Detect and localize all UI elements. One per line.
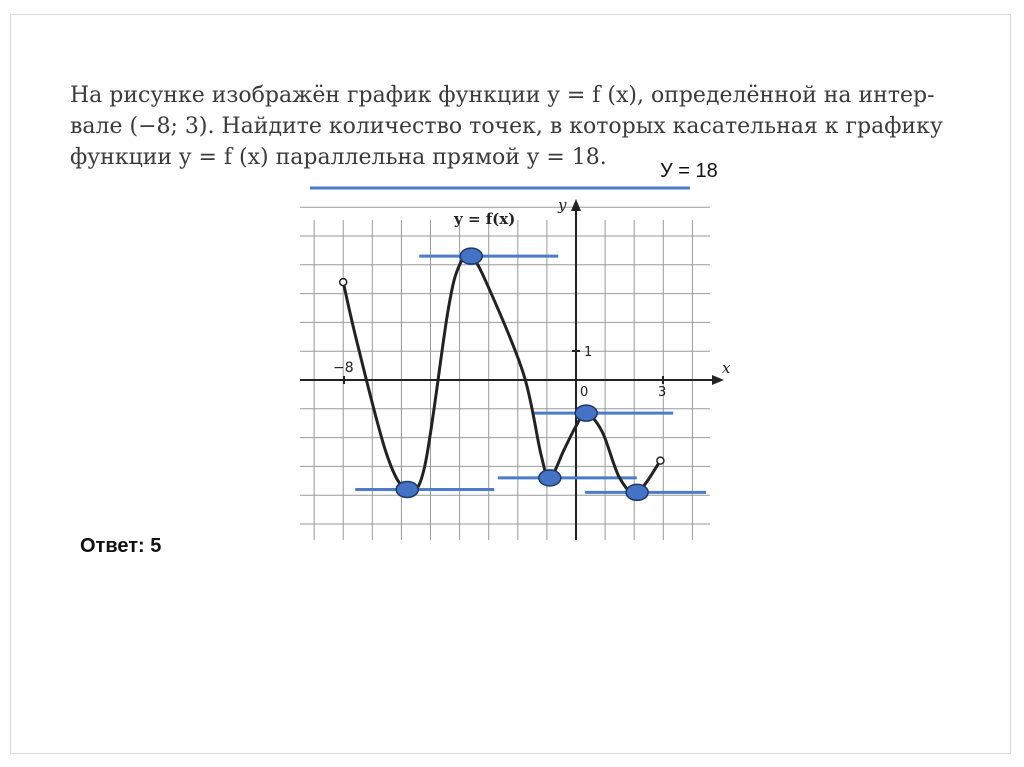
function-curve (343, 255, 660, 493)
axes (300, 188, 731, 540)
tangent-point (575, 405, 597, 421)
y-axis-arrow-icon (571, 199, 581, 211)
tangent-point (460, 248, 482, 264)
x-tick-label-3: 3 (658, 385, 667, 400)
problem-line-2: вале (−8; 3). Найдите количество точек, в которых касательная к графику (70, 114, 943, 139)
x-tick-label-0: 0 (580, 385, 589, 400)
curve-endpoints (340, 279, 667, 465)
tangent-point (539, 470, 561, 486)
tangent-point (626, 484, 648, 500)
y-tick-label-1: 1 (584, 345, 593, 360)
open-endpoint (657, 457, 664, 464)
x-axis-label: x (722, 359, 731, 377)
tangent-point (396, 481, 418, 497)
reference-line-label: У = 18 (660, 160, 718, 182)
tangent-lines (355, 256, 706, 492)
x-tick-label-minus-8: −8 (333, 360, 354, 376)
problem-line-3: функции y = f (x) параллельна прямой y = 18. (70, 145, 607, 170)
chart-title: y = f(x) (454, 210, 516, 228)
answer: Ответ: 5 (80, 535, 162, 557)
open-endpoint (340, 279, 347, 286)
problem-line-1: На рисунке изображён график функции y = f (x), определённой на интер- (70, 83, 935, 108)
y-axis-label: y (558, 196, 567, 214)
